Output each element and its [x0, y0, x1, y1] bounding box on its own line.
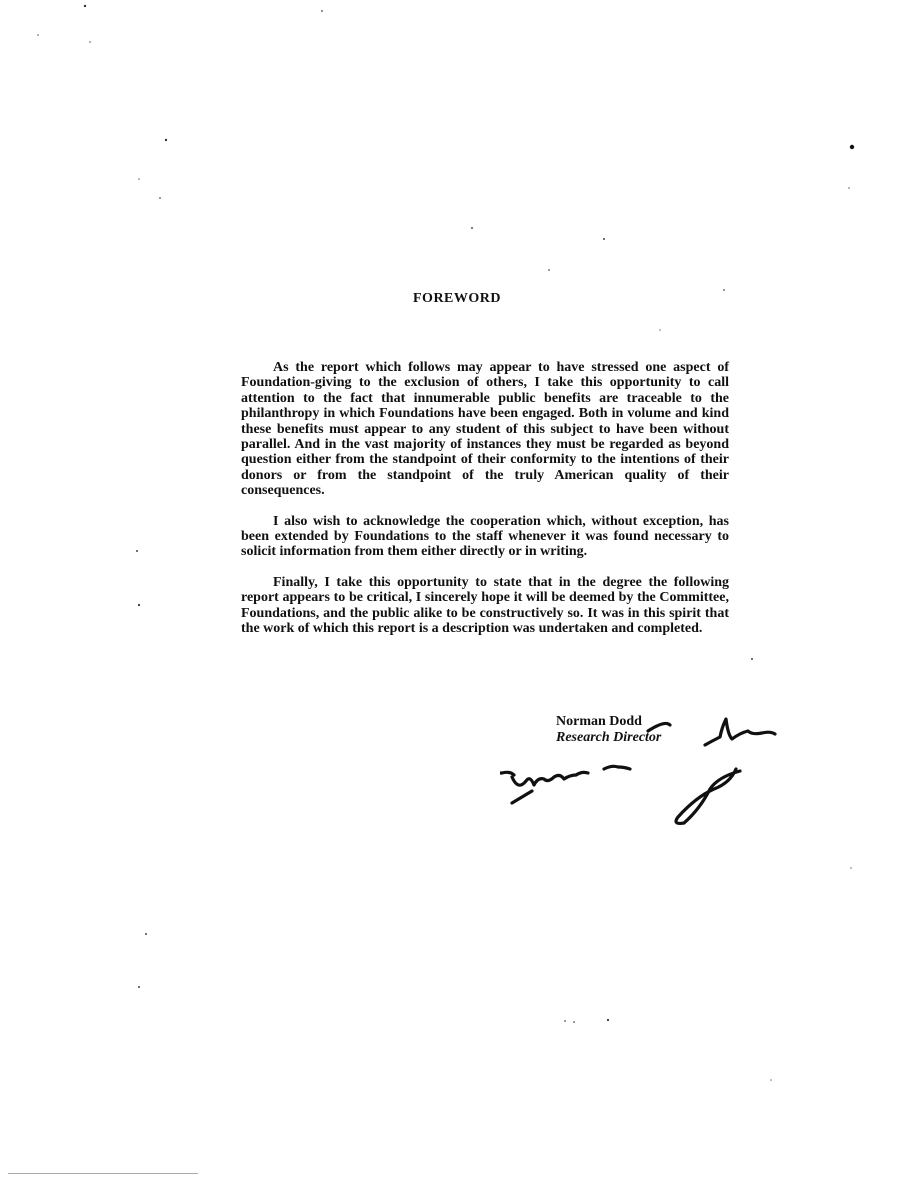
paragraph-3: Finally, I take this opportunity to state that in the degree the following report appears to be critical, I sincerely hope it will be deemed by the Committee, Foundations, and the public alike to be constructively so. It was in this spirit that the work of which this report is a description was undertaken and completed.: [241, 574, 729, 637]
document-heading: FOREWORD: [413, 291, 501, 306]
signatory-name: Norman Dodd: [556, 714, 642, 729]
paragraph-2: I also wish to acknowledge the cooperation which, without exception, has been extended by Foundations to the staff whenever it was found necessary to solicit information from them either directly or in writing.: [241, 513, 729, 560]
signature-block: [556, 714, 661, 746]
document-body: [241, 360, 729, 652]
page-edge-rule: [8, 1173, 198, 1174]
signatory-title: Research Director: [556, 730, 662, 745]
paragraph-1: As the report which follows may appear to have stressed one aspect of Foundation-giving to the exclusion of others, I take this opportunity to call attention to the fact that innumerable public benefits are traceable to the philanthropy in which Foundations have been engaged. Both in volume and kind these benefits must appear to any student of this subject to have been without parallel. And in the vast majority of instances they must be regarded as beyond question either from the standpoint of their conformity to the intentions of their donors or from the standpoint of the truly American quality of their consequences.: [241, 360, 729, 499]
